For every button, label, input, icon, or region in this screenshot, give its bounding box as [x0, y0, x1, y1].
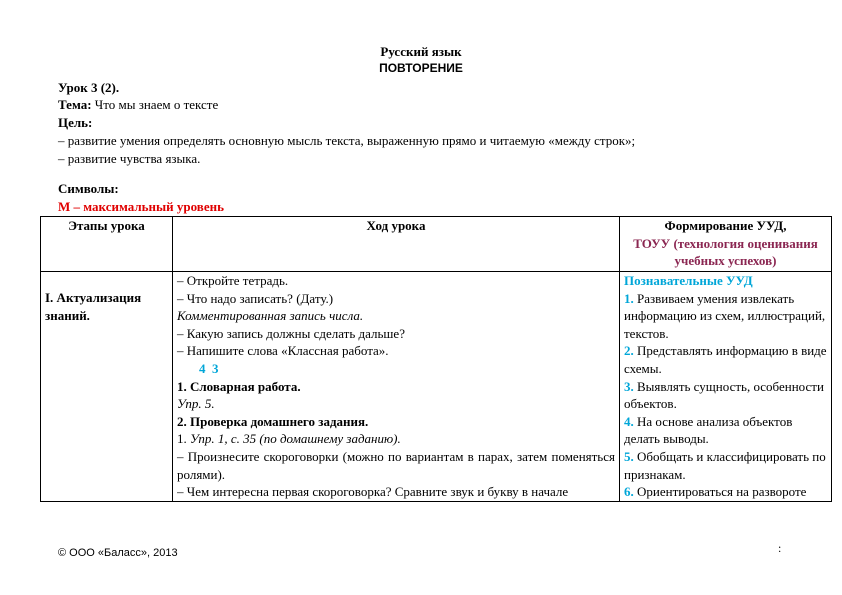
lesson-number: Урок 3 (2). — [58, 80, 120, 95]
flow-line: Комментированная запись числа. — [177, 308, 364, 324]
task-title: 1. Словарная работа. — [177, 378, 301, 394]
uud-item: 4. На основе анализа объектов делать выводы. — [624, 413, 793, 447]
table-header-row — [41, 217, 832, 272]
stage-name: I. Актуализация знаний. — [45, 290, 142, 323]
uud-item: 3. Выявлять сущность, особенности объектов. — [624, 378, 824, 412]
task-exercise: 1. Упр. 1, с. 35 (по домашнему заданию). — [177, 431, 401, 447]
symbols-label: Символы: — [58, 181, 119, 196]
flow-line: – Чем интересна первая скороговорка? Сравните звук и букву в начале — [177, 484, 569, 500]
uud-title: Познавательные УУД — [624, 273, 753, 288]
goal-label: Цель: — [58, 115, 93, 130]
copyright: © ООО «Баласс», 2013 — [58, 547, 178, 559]
header-flow: Ход урока — [173, 217, 620, 272]
uud-cell — [620, 272, 832, 502]
header-uud-line2: ТОУУ (технология оценивания учебных успехов) — [633, 235, 818, 269]
topic-title: ПОВТОРЕНИЕ — [379, 61, 463, 75]
uud-item: 1. Развиваем умения извлекать информацию из схем, иллюстраций, текстов. — [624, 290, 826, 341]
flow-line: – Какую запись должны сделать дальше? — [177, 325, 405, 341]
subject-title: Русский язык — [380, 44, 462, 59]
flow-line: – Что надо записать? (Дату.) — [177, 290, 334, 306]
goal-item: – развитие умения определять основную мысль текста, выраженную прямо и читаемую «между строк»; — [58, 133, 636, 148]
uud-item: 5. Обобщать и классифицировать по признакам. — [624, 448, 826, 482]
task-exercise: Упр. 5. — [177, 396, 215, 412]
lesson-theme — [58, 96, 218, 113]
table-row — [41, 272, 832, 502]
flow-line: – Произнесите скороговорки (можно по вариантам в парах, затем поменяться ролями). — [177, 448, 615, 482]
page-mark: : — [778, 541, 782, 555]
uud-item: 2. Представлять информацию в виде схемы. — [624, 343, 827, 376]
level-marks: 4 3 — [199, 360, 219, 376]
symbols-level: М – максимальный уровень — [58, 199, 224, 214]
theme-value: Что мы знаем о тексте — [91, 97, 219, 112]
header-uud-line1: Формирование УУД, — [664, 218, 787, 233]
flow-line: – Откройте тетрадь. — [177, 273, 289, 288]
uud-item: 6. Ориентироваться на развороте — [624, 484, 807, 500]
header-stages: Этапы урока — [41, 217, 173, 272]
goal-item: – развитие чувства языка. — [58, 151, 201, 166]
header-uud — [620, 217, 832, 272]
lesson-table — [40, 216, 832, 502]
flow-cell — [173, 272, 620, 502]
task-title: 2. Проверка домашнего задания. — [177, 413, 369, 429]
flow-line: – Напишите слова «Классная работа». — [177, 343, 389, 359]
stage-cell — [41, 272, 173, 502]
theme-label: Тема: — [58, 97, 92, 112]
